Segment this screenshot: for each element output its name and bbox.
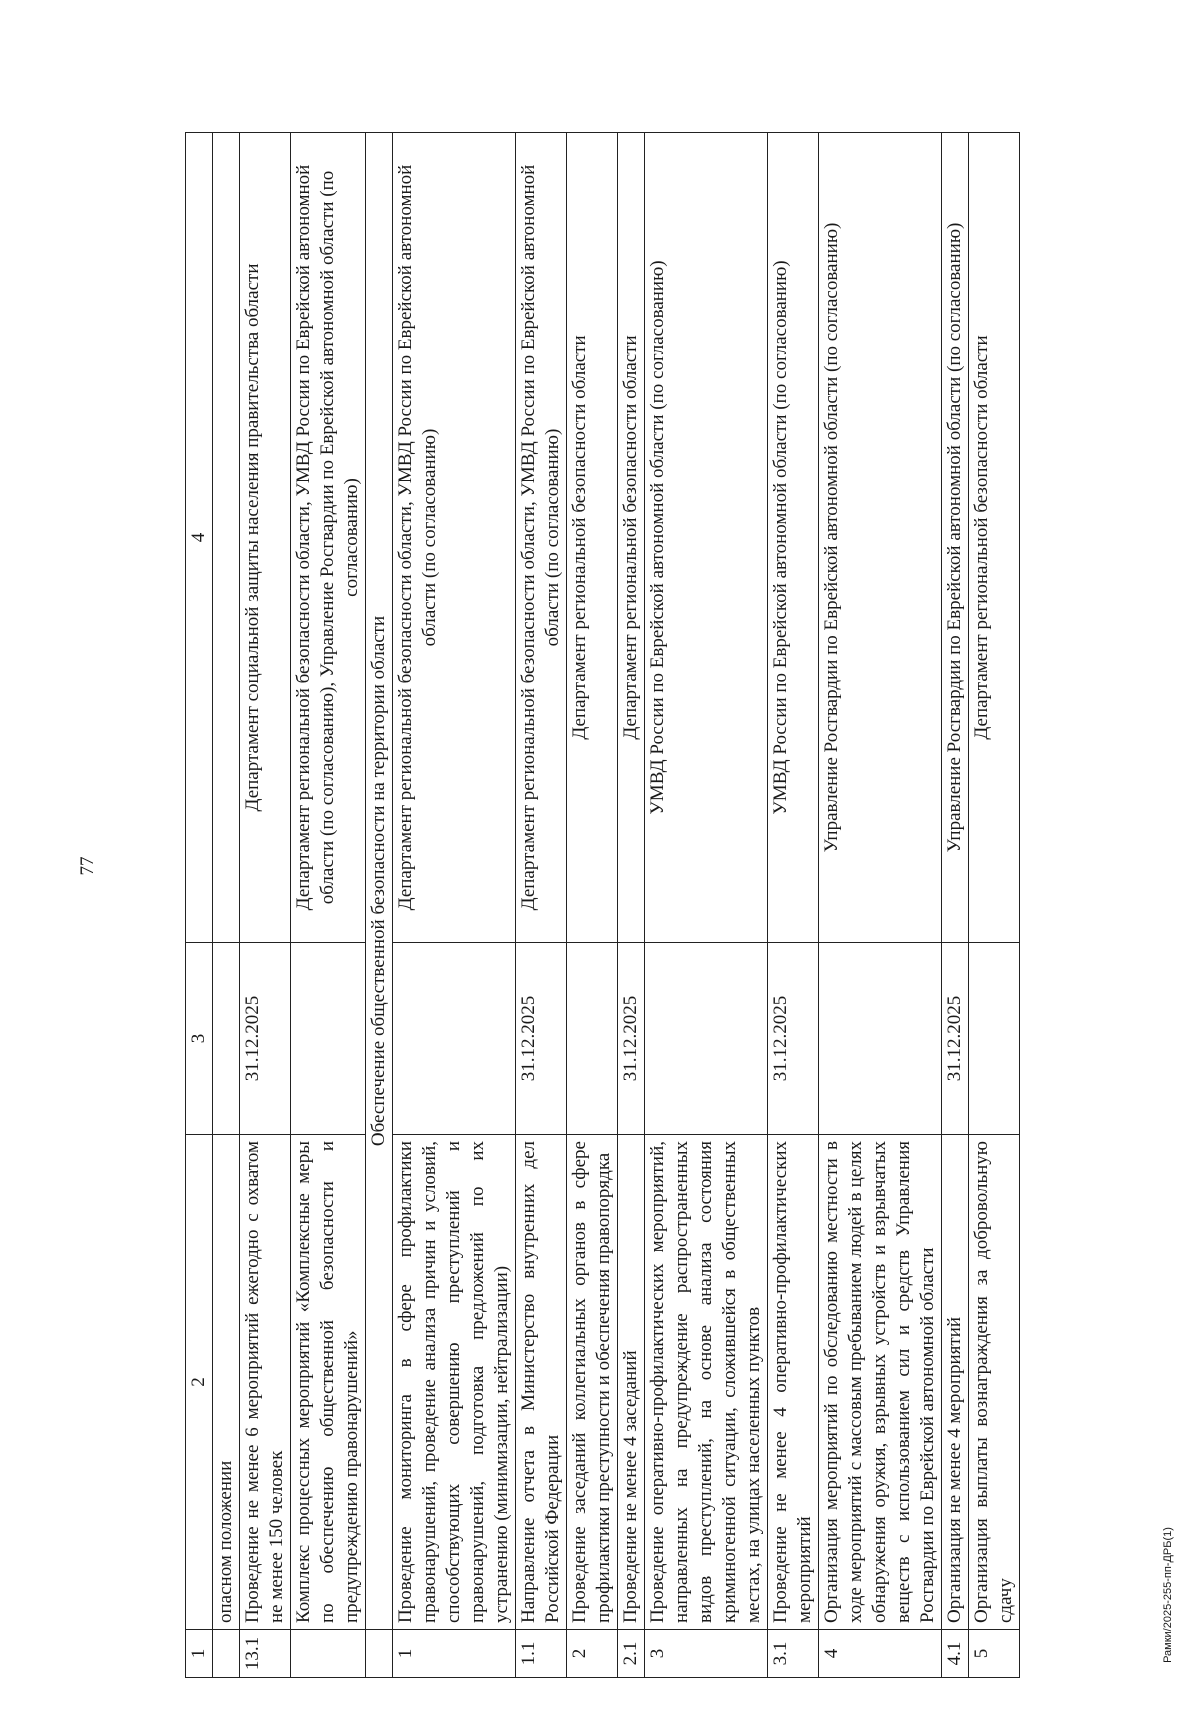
row-responsible-cell: Департамент региональной безопасности области xyxy=(969,133,1020,943)
row-responsible-cell: Департамент региональной безопасности области xyxy=(567,133,618,943)
header-cell-3: 3 xyxy=(186,943,213,1135)
row-number-cell: 1.1 xyxy=(516,1630,567,1678)
row-responsible-cell: Департамент региональной безопасности области, УМВД России по Еврейской автономной области (по согласованию) xyxy=(393,133,516,943)
section-number-cell xyxy=(366,1630,393,1678)
row-description-cell: Организация не менее 4 мероприятий xyxy=(942,1135,969,1630)
row-responsible-cell: Департамент региональной безопасности области, УМВД России по Еврейской автономной области (по согласованию) xyxy=(516,133,567,943)
row-date-cell xyxy=(645,943,768,1135)
row-description-cell: Проведение заседаний коллегиальных органов в сфере профилактики преступности и обеспечения правопорядка xyxy=(567,1135,618,1630)
table-row xyxy=(393,133,516,1678)
header-cell-1: 1 xyxy=(186,1630,213,1678)
row-date-cell: 31.12.2025 xyxy=(240,943,291,1135)
row-date-cell xyxy=(819,943,942,1135)
row-date-cell xyxy=(393,943,516,1135)
row-number-cell xyxy=(213,1630,240,1678)
table-row xyxy=(819,133,942,1678)
row-responsible-cell xyxy=(213,133,240,943)
row-description-cell: Проведение мониторинга в сфере профилактики правонарушений, проведение анализа причин и условий, способствующих совершению преступлений и правонарушений, подготовка предложений по их устранению (минимизации, нейтрализации) xyxy=(393,1135,516,1630)
table-header-row xyxy=(186,133,213,1678)
row-responsible-cell: УМВД России по Еврейской автономной области (по согласованию) xyxy=(768,133,819,943)
row-number-cell: 2.1 xyxy=(618,1630,645,1678)
row-description-cell: Организация выплаты вознаграждения за добровольную сдачу xyxy=(969,1135,1020,1630)
row-number-cell: 4 xyxy=(819,1630,942,1678)
row-description-cell: Проведение не менее 4 заседаний xyxy=(618,1135,645,1630)
table-row xyxy=(618,133,645,1678)
row-date-cell xyxy=(291,943,366,1135)
table-row xyxy=(969,133,1020,1678)
row-responsible-cell: Управление Росгвардии по Еврейской автономной области (по согласованию) xyxy=(819,133,942,943)
row-date-cell: 31.12.2025 xyxy=(942,943,969,1135)
table-row xyxy=(768,133,819,1678)
row-number-cell: 13.1 xyxy=(240,1630,291,1678)
row-responsible-cell: УМВД России по Еврейской автономной области (по согласованию) xyxy=(645,133,768,943)
table-row xyxy=(567,133,618,1678)
row-number-cell: 3.1 xyxy=(768,1630,819,1678)
row-date-cell: 31.12.2025 xyxy=(768,943,819,1135)
row-description-cell: Комплекс процессных мероприятий «Комплексные меры по обеспечению общественной безопасности и предупреждению правонарушений» xyxy=(291,1135,366,1630)
row-description-cell: Направление отчета в Министерство внутренних дел Российской Федерации xyxy=(516,1135,567,1630)
row-number-cell: 4.1 xyxy=(942,1630,969,1678)
table-row xyxy=(240,133,291,1678)
row-description-cell: Проведение не менее 6 мероприятий ежегодно с охватом не менее 150 человек xyxy=(240,1135,291,1630)
row-description-cell: Проведение оперативно-профилактических мероприятий, направленных на предупреждение распространенных видов преступлений, на основе анализа состояния криминогенной ситуации, сложившейся в общественных местах, на улицах населенных пунктов xyxy=(645,1135,768,1630)
row-responsible-cell: Департамент социальной защиты населения правительства области xyxy=(240,133,291,943)
row-date-cell xyxy=(213,943,240,1135)
rotated-table-container xyxy=(185,133,1140,1678)
measures-table xyxy=(185,132,1020,1678)
table-row xyxy=(291,133,366,1678)
header-cell-2: 2 xyxy=(186,1135,213,1630)
row-responsible-cell: Департамент региональной безопасности области, УМВД России по Еврейской автономной области (по согласованию), Управление Росгвардии по Еврейской автономной области (по согласованию) xyxy=(291,133,366,943)
row-number-cell: 2 xyxy=(567,1630,618,1678)
page-number: 77 xyxy=(77,856,98,876)
row-date-cell: 31.12.2025 xyxy=(618,943,645,1135)
section-row xyxy=(366,133,393,1678)
table-row xyxy=(516,133,567,1678)
table-body xyxy=(186,133,1020,1678)
row-responsible-cell: Управление Росгвардии по Еврейской автономной области (по согласованию) xyxy=(942,133,969,943)
row-description-cell: опасном положении xyxy=(213,1135,240,1630)
row-number-cell: 3 xyxy=(645,1630,768,1678)
header-cell-4: 4 xyxy=(186,133,213,943)
row-number-cell xyxy=(291,1630,366,1678)
row-date-cell xyxy=(567,943,618,1135)
document-code: Рамки/2025-255-пп-ДРБ(1) xyxy=(1162,1527,1174,1663)
row-number-cell: 1 xyxy=(393,1630,516,1678)
table-row xyxy=(645,133,768,1678)
row-description-cell: Организация мероприятий по обследованию местности в ходе мероприятий с массовым пребыванием людей в целях обнаружения оружия, взрывных устройств и взрывчатых веществ с использованием сил и средств Управления Росгвардии по Еврейской автономной области xyxy=(819,1135,942,1630)
table-row xyxy=(942,133,969,1678)
row-responsible-cell: Департамент региональной безопасности области xyxy=(618,133,645,943)
row-description-cell: Проведение не менее 4 оперативно-профилактических мероприятий xyxy=(768,1135,819,1630)
row-date-cell xyxy=(969,943,1020,1135)
row-number-cell: 5 xyxy=(969,1630,1020,1678)
row-date-cell: 31.12.2025 xyxy=(516,943,567,1135)
table-row xyxy=(213,133,240,1678)
section-title: Обеспечение общественной безопасности на территории области xyxy=(366,133,393,1630)
